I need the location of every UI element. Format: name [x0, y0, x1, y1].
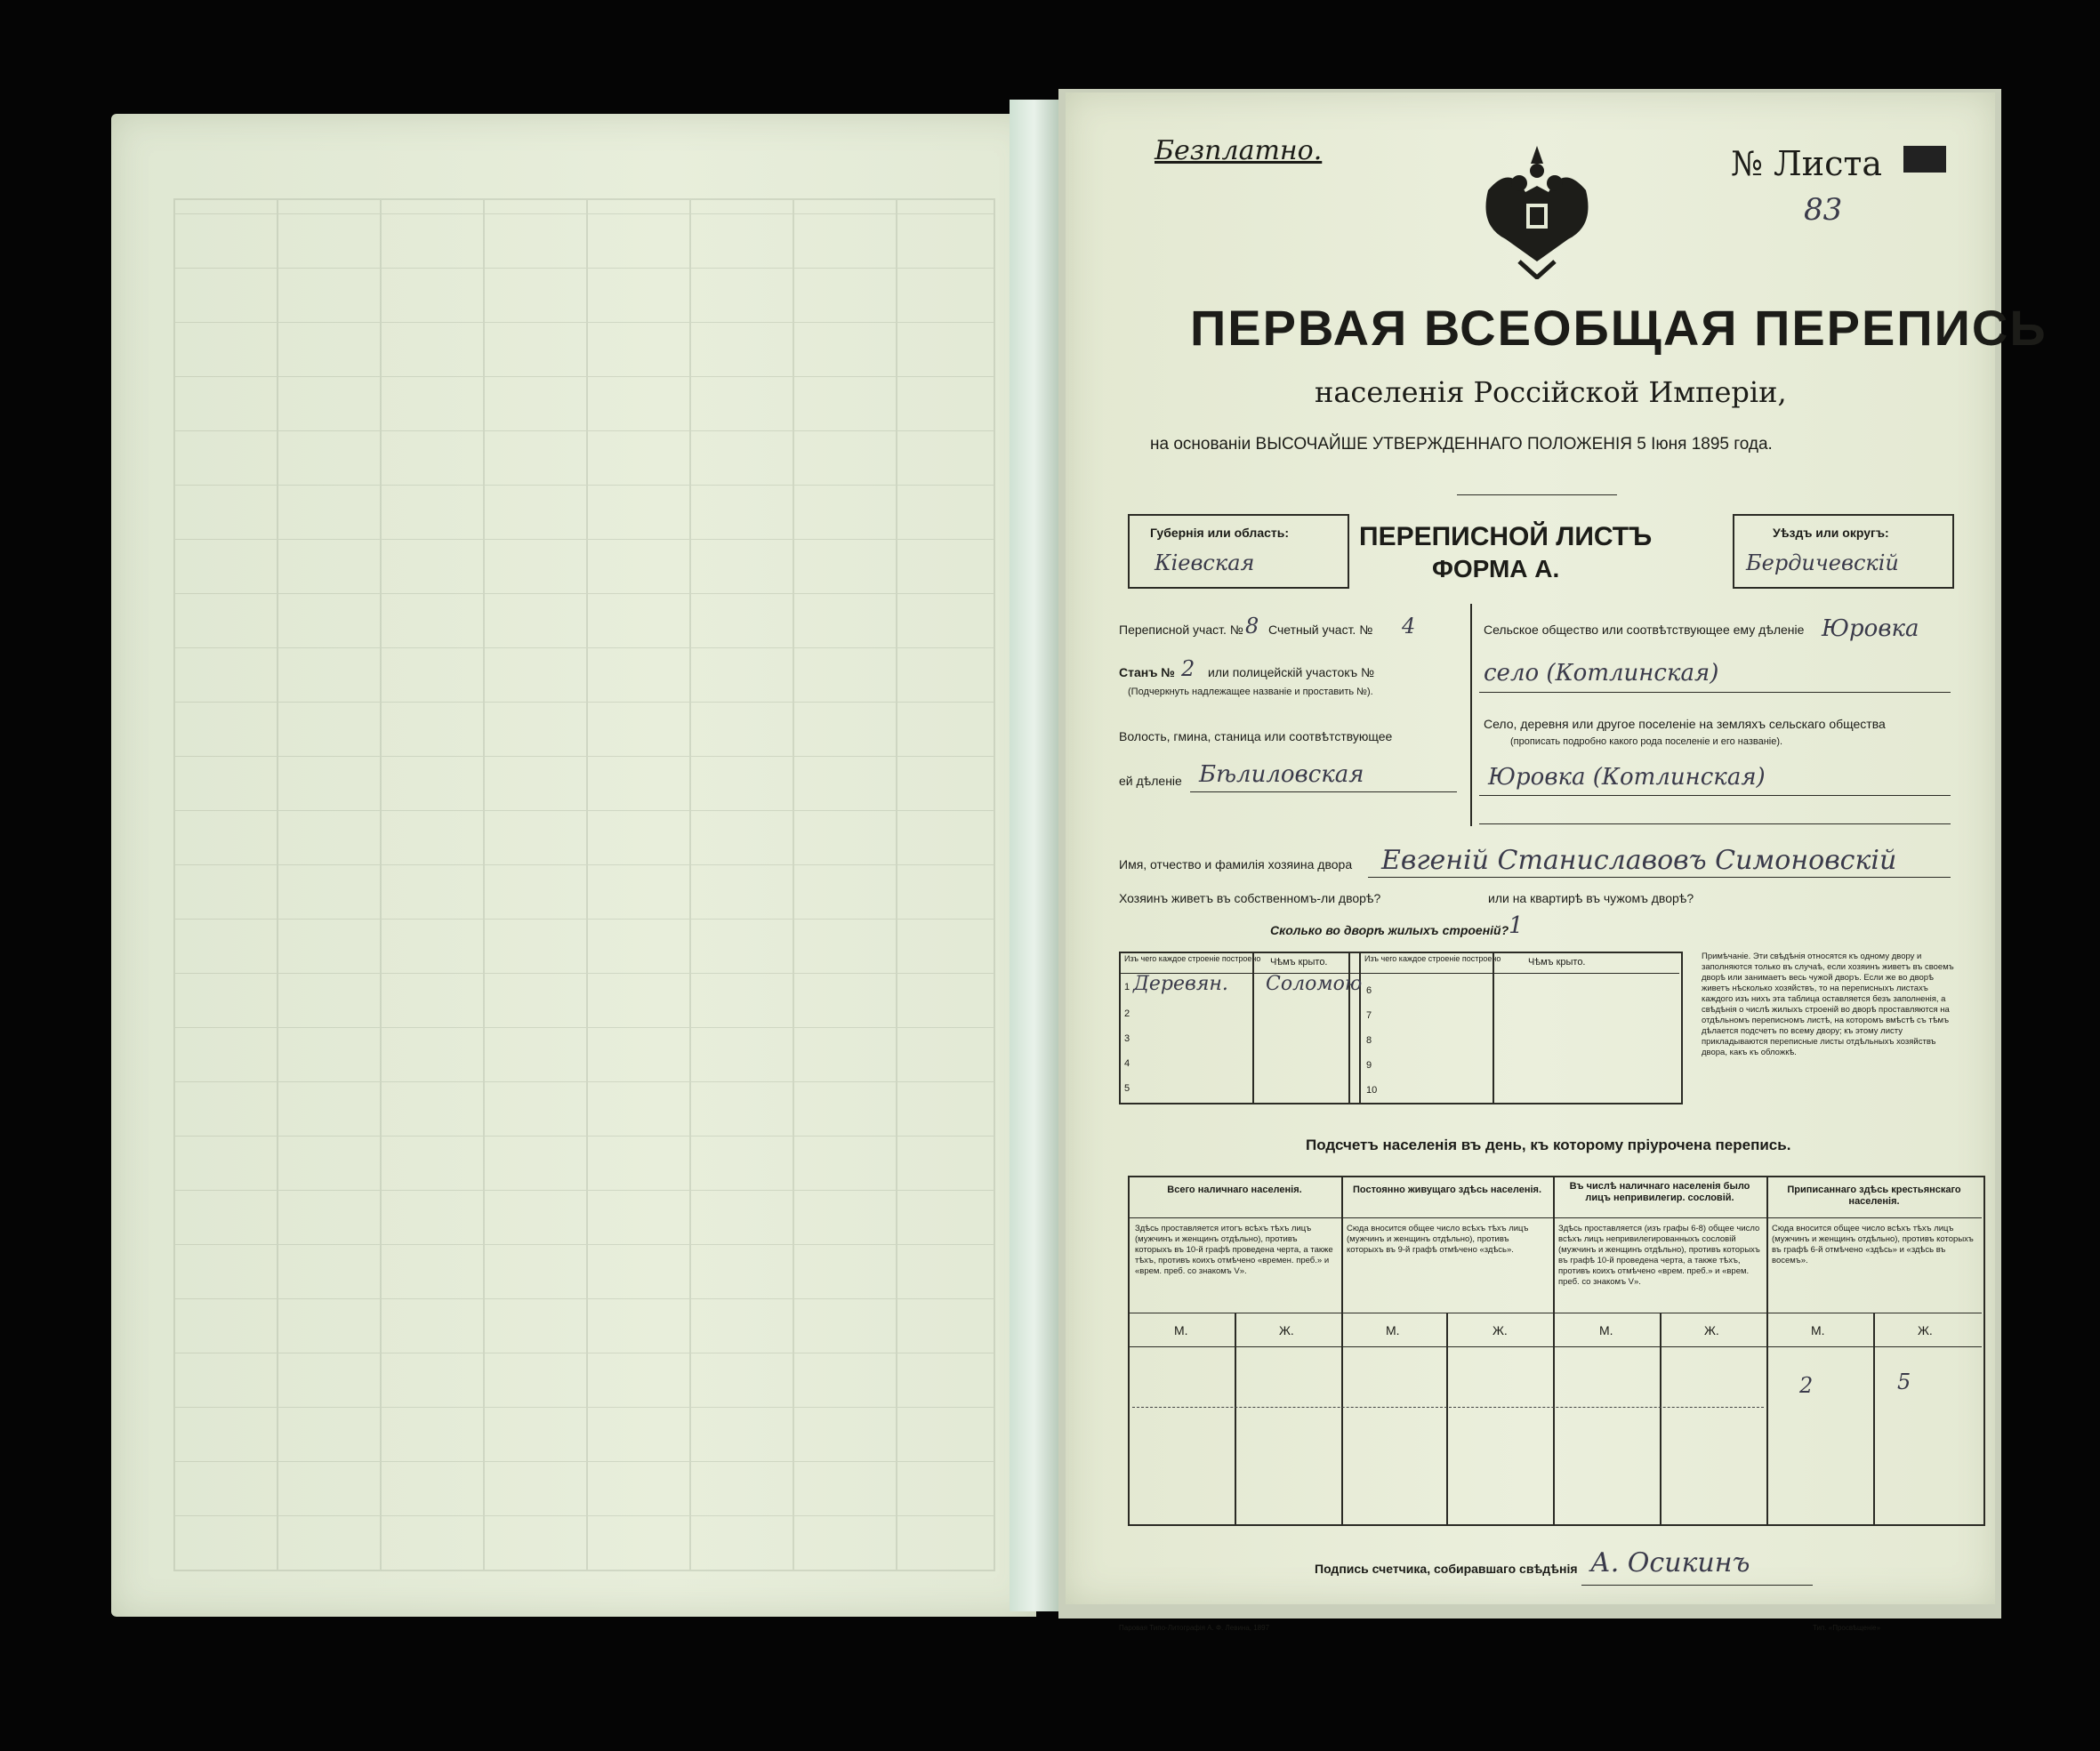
count-title: Подсчетъ населенія въ день, къ которому пріурочена перепись.	[1306, 1137, 1791, 1153]
volost-label: Волость, гмина, станица или соотвѣтствующее	[1119, 729, 1393, 743]
volost-label-2: ей дѣленіе	[1119, 774, 1182, 788]
rented-label: или на квартирѣ въ чужомъ дворѣ?	[1488, 891, 1694, 905]
count-desc-peasant: Сюда вносится общее число всѣхъ тѣхъ лицъ (мужчинъ и женщинъ отдѣльно), противъ которыхъ въ графѣ 6-й отмѣчено «здѣсь» и «здѣсь въ восемъ».	[1772, 1224, 1974, 1265]
male-col: М.	[1599, 1323, 1613, 1337]
village-line	[1479, 795, 1951, 796]
male-col: М.	[1174, 1323, 1188, 1337]
row-number: 3	[1124, 1033, 1130, 1044]
row-number: 4	[1124, 1058, 1130, 1069]
printer-right: Тип. «Просвѣщеніе»	[1813, 1624, 1881, 1632]
police-label: или полицейскій участокъ №	[1208, 665, 1375, 679]
left-blank-page	[111, 114, 1036, 1617]
society-line	[1479, 692, 1951, 693]
village-line-2	[1479, 823, 1951, 824]
village-label: Село, деревня или другое поселеніе на земляхъ сельскаго общества	[1484, 717, 1886, 731]
count-desc-nonprivileged: Здѣсь проставляется (изъ графы 6-8) общее число всѣхъ лицъ непривилегированныхъ сословій (мужчинъ и женщинъ отдѣльно), противъ которыхъ въ графѣ 10-й проведена черта, а также тѣхъ, противъ коихъ отмѣчено «врем. преб.» и «врем. преб. со знакомъ V».	[1558, 1224, 1760, 1287]
count-header-nonprivileged: Въ числѣ наличнаго населенія было лицъ непривилегир. сословій.	[1569, 1181, 1750, 1203]
note-block: Примѣчаніе. Эти свѣдѣнія относятся къ одному двору и заполняются только въ случаѣ, если хозяинъ живетъ въ своемъ дворѣ или занимаетъ весь чужой дворъ. Если же во дворѣ живетъ нѣсколько хозяйствъ, то на переписныхъ листахъ каждого изъ нихъ эта таблица оставляется безъ заполненія, а свѣдѣнія о числѣ жилыхъ строеній во дворѣ проставляются на отдѣльномъ переписномъ листѣ, на которомъ вмѣстѣ съ тѣмъ дѣлается подсчетъ по всему двору; къ этому листу прикладываются переписные листы отдѣльныхъ хозяйствъ двора, какъ къ обложкѣ.	[1702, 952, 1954, 1057]
census-district-value: 8	[1245, 614, 1259, 639]
col-material-header: Изъ чего каждое строеніе построено	[1124, 954, 1261, 963]
double-headed-eagle-emblem	[1470, 137, 1604, 279]
signature-line	[1581, 1585, 1813, 1586]
form-title: ФОРМА А.	[1432, 555, 1560, 582]
row-number: 10	[1366, 1085, 1378, 1096]
col-roof-header-right: Чѣмъ крыто.	[1528, 957, 1586, 968]
census-form-page	[1066, 92, 2048, 1632]
census-district-label: Переписной участ. №	[1119, 622, 1243, 637]
row-material: Деревян.	[1133, 973, 1228, 995]
row-roof: Соломою	[1266, 973, 1363, 995]
buildings-label: Сколько во дворѣ жилыхъ строеній?	[1270, 923, 1509, 937]
row-number: 6	[1366, 985, 1372, 996]
society-value: Юровка	[1822, 615, 1919, 642]
empty-count-dashes	[1132, 1407, 1764, 1408]
own-yard-label: Хозяинъ живетъ въ собственномъ-ли дворѣ?	[1119, 891, 1381, 905]
subtitle: населенія Россійской Имперіи,	[1315, 375, 1787, 409]
counting-label: Счетный участ. №	[1268, 622, 1373, 637]
peasant-male-count: 2	[1799, 1373, 1814, 1398]
counting-value: 4	[1402, 614, 1416, 639]
female-col: Ж.	[1279, 1323, 1294, 1337]
society-value-2: село (Котлинская)	[1484, 660, 1719, 687]
province-label: Губернія или область:	[1150, 526, 1290, 540]
village-note: (прописать подробно какого рода поселеніе и его названіе).	[1510, 736, 1783, 747]
uezd-label: Уѣздъ или округъ:	[1773, 526, 1889, 540]
sheet-number: 83	[1804, 192, 1843, 228]
fields-divider	[1470, 604, 1472, 826]
basis-line: на основаніи ВЫСОЧАЙШЕ УТВЕРЖДЕННАГО ПОЛОЖЕНІЯ 5 Іюня 1895 года.	[1150, 435, 1773, 454]
underline-note: (Подчеркнуть надлежащее названіе и проставить №).	[1128, 687, 1373, 697]
free-label: Безплатно.	[1155, 135, 1323, 166]
female-col: Ж.	[1918, 1323, 1933, 1337]
count-desc-total: Здѣсь проставляется итогъ всѣхъ тѣхъ лицъ (мужчинъ и женщинъ отдѣльно), противъ которыхъ въ 10-й графѣ проведена черта, а также тѣхъ, противъ коихъ отмѣчено «времен. преб.» и «врем. преб. со знакомъ V».	[1135, 1224, 1333, 1276]
village-value: Юровка (Котлинская)	[1488, 764, 1766, 791]
society-label: Сельское общество или соотвѣтствующее ему дѣленіе	[1484, 622, 1805, 637]
owner-label: Имя, отчество и фамилія хозяина двора	[1119, 857, 1353, 871]
uezd-value: Бердичевскій	[1746, 550, 1899, 575]
female-col: Ж.	[1704, 1323, 1719, 1337]
male-col: М.	[1811, 1323, 1825, 1337]
signature-label: Подпись счетчика, собиравшаго свѣдѣнія	[1315, 1562, 1578, 1576]
owner-value: Евгеній Станиславовъ Симоновскій	[1381, 845, 1897, 876]
owner-line	[1368, 877, 1951, 878]
redaction-mark	[1903, 146, 1946, 173]
stan-value: 2	[1181, 656, 1195, 681]
count-header-resident: Постоянно живущаго здѣсь населенія.	[1352, 1185, 1542, 1195]
printer-left: Паровая Типо-Литографія А. Ф. Левина, 1897	[1119, 1624, 1270, 1632]
sheet-label: № Листа	[1731, 144, 1883, 183]
province-value: Кіевская	[1155, 550, 1255, 575]
peasant-female-count: 5	[1897, 1369, 1911, 1394]
male-col: М.	[1386, 1323, 1400, 1337]
count-desc-resident: Сюда вносится общее число всѣхъ тѣхъ лицъ (мужчинъ и женщинъ отдѣльно), противъ которыхъ въ 9-й графѣ отмѣчено «здѣсь».	[1347, 1224, 1529, 1255]
female-col: Ж.	[1493, 1323, 1508, 1337]
row-number: 2	[1124, 1008, 1130, 1019]
row-number: 8	[1366, 1035, 1372, 1046]
sheet-title: ПЕРЕПИСНОЙ ЛИСТЪ	[1359, 522, 1653, 551]
col-material-header-right: Изъ чего каждое строеніе построено	[1364, 954, 1501, 963]
volost-value: Бѣлиловская	[1199, 761, 1364, 788]
faint-bleed-through-grid	[173, 198, 995, 1571]
count-header-peasant: Приписаннаго здѣсь крестьянскаго населенія.	[1787, 1185, 1961, 1207]
col-roof-header: Чѣмъ крыто.	[1270, 957, 1328, 968]
row-number: 7	[1366, 1010, 1372, 1021]
ornament-divider	[1457, 494, 1617, 495]
buildings-value: 1	[1509, 912, 1524, 939]
row-number: 1	[1124, 982, 1130, 992]
count-header-total: Всего наличнаго населенія.	[1167, 1185, 1302, 1195]
stan-label: Станъ №	[1119, 665, 1175, 679]
main-title: ПЕРВАЯ ВСЕОБЩАЯ ПЕРЕПИСЬ	[1190, 300, 2048, 356]
row-number: 5	[1124, 1083, 1130, 1094]
signature: А. Осикинъ	[1590, 1547, 1750, 1578]
row-number: 9	[1366, 1060, 1372, 1071]
volost-line	[1190, 791, 1457, 792]
book-spine	[1010, 100, 1058, 1611]
